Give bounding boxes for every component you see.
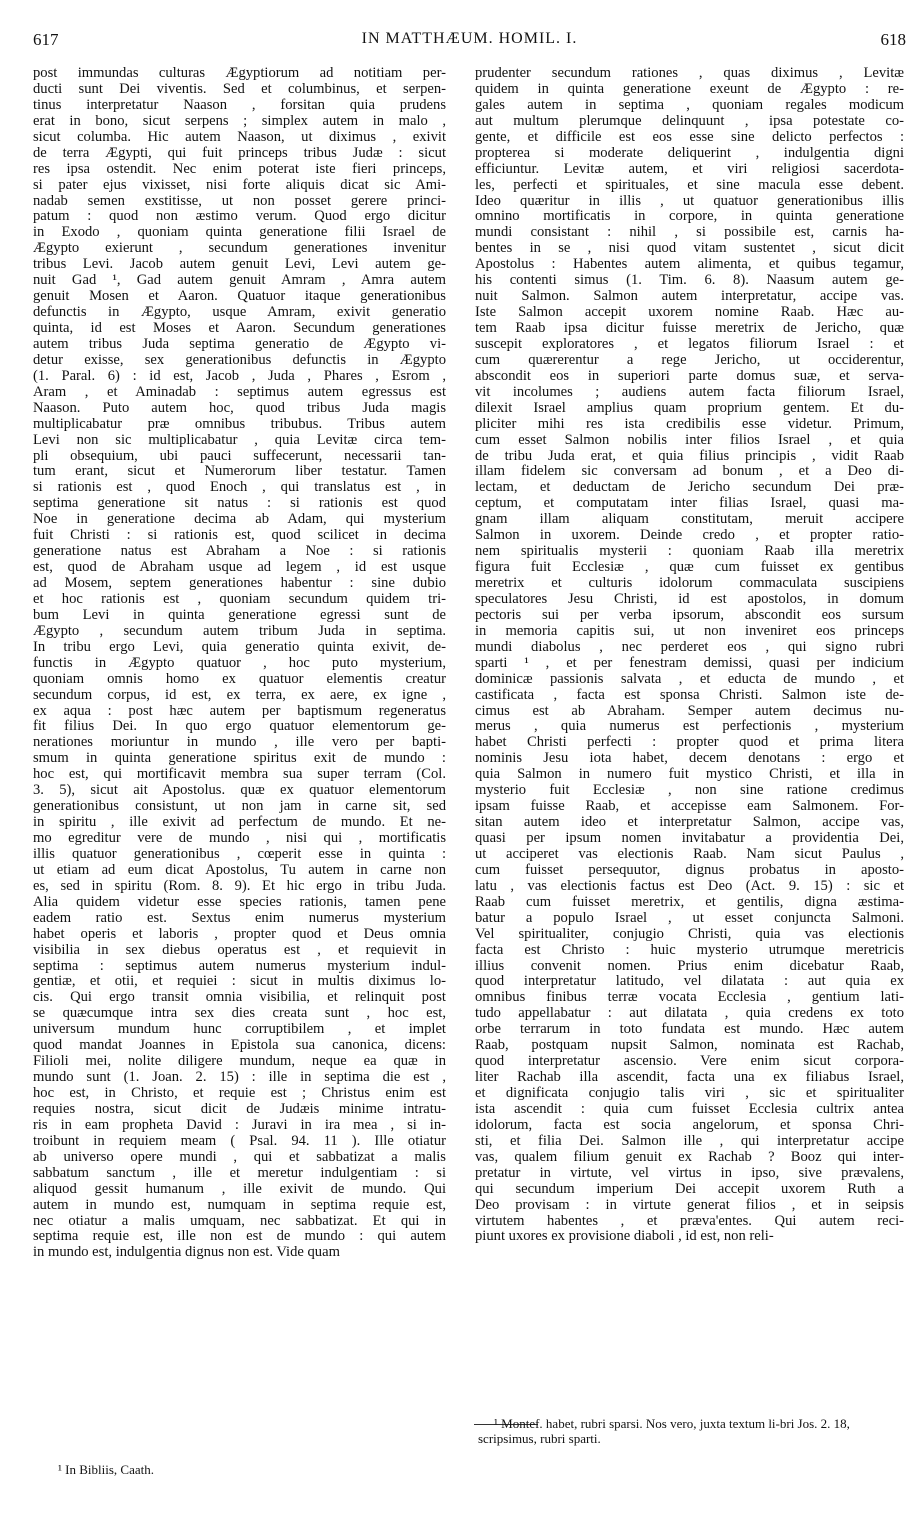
text-line: visibilia in sex diebus operatus est , et requievit in xyxy=(33,942,446,958)
text-line: sti, et filia Dei. Salmon ille , qui interpretatur accipe xyxy=(475,1133,904,1149)
footnote-left: ¹ In Bibliis, Caath. xyxy=(58,1462,154,1477)
text-line: Ægypto exierunt , secundum generationes invenitur xyxy=(33,241,446,257)
text-line: eadem ratio est. Sextus enim numerus mysterium xyxy=(33,910,446,926)
running-title: IN MATTHÆUM. HOMIL. I. xyxy=(361,30,578,47)
left-column-text xyxy=(33,66,446,1261)
text-line: nuit Gad ¹, Gad autem genuit Amram , Amra autem xyxy=(33,273,446,289)
text-line: batur a populo Israel , ut esset conjuncta Salmoni. xyxy=(475,910,904,926)
text-line: qui secundum imperium Dei accepit uxorem Ruth a xyxy=(475,1181,904,1197)
text-line: erat in bono, sicut serpens ; simplex autem in malo , xyxy=(33,113,446,129)
text-line: tribus Levi. Jacob autem genuit Levi, Levi autem ge- xyxy=(33,257,446,273)
text-line: universum mundum hunc corruptibilem , et implet xyxy=(33,1022,446,1038)
text-line: cum quærerentur a rege Jericho, ut occiderentur, xyxy=(475,352,904,368)
text-line: nem spiritualis mysterii : quoniam Raab illa meretrix xyxy=(475,544,904,560)
text-line: facta est Christo : huic mysterio utrumque meretricis xyxy=(475,942,904,958)
text-line: mundo sunt (1. Joan. 2. 15) : ille in septima die est , xyxy=(33,1070,446,1086)
text-line: hoc est, qui mortificavit membra sua super terram (Col. xyxy=(33,767,446,783)
text-line: Vel spiritualiter, conjugio Christi, quia vas electionis xyxy=(475,926,904,942)
text-line: aliquod gessit humanum , ille exivit de mundo. Qui xyxy=(33,1181,446,1197)
text-line: requies nostra, sicut dicit de Judæis minime intratu- xyxy=(33,1101,446,1117)
text-line: nuit Salmon. Salmon autem interpretatur, accipe vas. xyxy=(475,289,904,305)
text-line: figura fuit Ecclesiæ , quæ cum fuisset ex gentibus xyxy=(475,560,904,576)
text-line: bentes in se , nisi quod vitam sustentet , sicut dicit xyxy=(475,241,904,257)
text-line: Aram , et Aminadab : septimus autem egressus est xyxy=(33,384,446,400)
text-line: omnino mortificatis in corpore, in quinta generatione xyxy=(475,209,904,225)
text-line: ducti sunt Dei viventis. Sed et columbinus, et serpen- xyxy=(33,81,446,97)
text-line: in mundo est, indulgentia dignus non est. Vide quam xyxy=(33,1245,340,1261)
text-line: septima requie est, ille non est de mundo : qui autem xyxy=(33,1229,446,1245)
text-line: speculatores Jesu Christi, id est apostolos, in domum xyxy=(475,591,904,607)
text-line: vas, qualem filium genuit ex Rachab ? Booz qui inter- xyxy=(475,1149,904,1165)
text-line: propterea si moderate deliquerint , indulgentia digni xyxy=(475,145,904,161)
text-line: detur exisse, sex generationibus defunctis in Ægypto xyxy=(33,352,446,368)
text-line: generatione natus est Abraham a Noe : si rationis xyxy=(33,544,446,560)
text-line: Raab, postquam nupsit Salmon, nominata est Rachab, xyxy=(475,1038,904,1054)
text-line: pliciter mihi res ista credibilis esse videtur. Primum, xyxy=(475,416,904,432)
text-line: illis quatuor generationibus , cœperit esse in quinta : xyxy=(33,846,446,862)
text-line: gales autem in septima , quoniam regales modicum xyxy=(475,97,904,113)
text-line: sabbatum sanctum , ille et meretur indulgentiam : si xyxy=(33,1165,446,1181)
text-line: In tribu ergo Levi, quia generatio quinta exivit, de- xyxy=(33,639,446,655)
text-line: Iste Salmon accepit uxorem nomine Raab. Hæc au- xyxy=(475,305,904,321)
text-line: bum Levi in quinta generatione egressi sunt de xyxy=(33,607,446,623)
text-line: si pater ejus vixisset, nisi forte aliquis dicat sic Ami- xyxy=(33,177,446,193)
text-line: es, sed in spiritu (Rom. 8. 9). Et hic ergo in tribu Juda. xyxy=(33,878,446,894)
text-line: liter Rachab illa ascendit, facta una ex filiabus Israel, xyxy=(475,1070,904,1086)
text-line: Filioli mei, nolite diligere mundum, neque ea quæ in xyxy=(33,1054,446,1070)
text-line: res ipsa ostendit. Nec enim poterat iste fieri princeps, xyxy=(33,161,446,177)
text-line: pretatur in virtute, vel virtus in ipso, sive prævalens, xyxy=(475,1165,904,1181)
page-number-right: 618 xyxy=(880,30,906,49)
text-line: latu , vas electionis factus est Deo (Act. 9. 15) : sic et xyxy=(475,878,904,894)
text-line: nadab semen exstitisse, ut non posset gerere princi- xyxy=(33,193,446,209)
text-line: autem in mundo est, numquam in septima requie est, xyxy=(33,1197,446,1213)
text-line: (1. Paral. 6) : id est, Jacob , Juda , Phares , Esrom , xyxy=(33,368,446,384)
text-line: gnam illam aliquam constitutam, meruit accipere xyxy=(475,512,904,528)
text-line: Apostolus : Habentes autem alimenta, et quibus tegamur, xyxy=(475,257,904,273)
text-line: Levi non sic multiplicabatur , quia Levitæ circa tem- xyxy=(33,432,446,448)
text-line: defunctis in Ægypto, usque Amram, exivit generatio xyxy=(33,305,446,321)
text-line: in Exodo , quoniam quinta generatione filii Israel de xyxy=(33,225,446,241)
page-header xyxy=(33,30,906,58)
text-line: pli obsequium, ubi pauci suffecerunt, necessarii tan- xyxy=(33,448,446,464)
text-line: gentiæ, et otii, et requiei : sicut in multis diximus lo- xyxy=(33,974,446,990)
text-line: mundi consistant : nihil , si possibile est, carnis ha- xyxy=(475,225,904,241)
footnote-right: ¹ Montef. habet, rubri sparsi. Nos vero, juxta textum li-bri Jos. 2. 18, scripsimus, rubri sparti. xyxy=(478,1416,850,1446)
text-line: Salmon in uxorem. Deinde credo , et propter ratio- xyxy=(475,528,904,544)
text-line: les, perfecti et spirituales, et sine macula esse debent. xyxy=(475,177,904,193)
text-line: se quæcumque intra sex dies creata sunt , hoc est, xyxy=(33,1006,446,1022)
text-line: Deo provisam : in virtute generat filios , et in seipsis xyxy=(475,1197,904,1213)
text-line: Raab cum fuisset meretrix, et gentilis, digna æstima- xyxy=(475,894,904,910)
text-line: mundi diabolus , nec perderet eos , qui signo rubri xyxy=(475,639,904,655)
text-line: illam fidelem sic conversam ad bonum , et a Deo di- xyxy=(475,464,904,480)
text-line: ad Mosem, septem generationes habentur : sine dubio xyxy=(33,576,446,591)
text-line: tem Raab ipsa dicitur fuisse meretrix de Jericho, quæ xyxy=(475,321,904,336)
text-line: idolorum, facta est socia angelorum, et sponsa Chri- xyxy=(475,1117,904,1133)
text-line: suscepit exploratores , et legatos filiorum Israel : et xyxy=(475,336,904,352)
text-line: functis in Ægypto quatuor , hoc puto mysterium, xyxy=(33,655,446,671)
text-line: dominicæ passionis salvata , et educta de mundo , et xyxy=(475,671,904,687)
text-line: quinta, id est Moses et Aaron. Secundum generationes xyxy=(33,321,446,336)
text-line: ut acciperet vas electionis Raab. Nam sicut Paulus , xyxy=(475,846,904,862)
text-line: Naason. Puto autem hoc, quod tribus Juda magis xyxy=(33,400,446,416)
text-line: tudo appellabatur : aut dilatata , quia credens ex toto xyxy=(475,1006,904,1022)
text-line: smum in quinta generatione spiritus exit de mundo : xyxy=(33,751,446,767)
text-line: dilexit Israel amplius quam proprium gentem. Et du- xyxy=(475,400,904,416)
text-line: quod interpretatur latitudo, vel dilatata : aut quia ex xyxy=(475,974,904,990)
text-line: 3. 5), sicut ait Apostolus. quæ ex quatuor elementorum xyxy=(33,783,446,799)
text-line: vit incolumes ; audiens autem facta filiorum Israel, xyxy=(475,384,904,400)
text-line: Noe in generatione decima ab Adam, qui mysterium xyxy=(33,512,446,528)
text-line: illius convenit nomen. Prius enim dicebatur Raab, xyxy=(475,958,904,974)
text-line: septima : septimus autem numerus mysterium indul- xyxy=(33,958,446,974)
text-line: multiplicabatur præ omnibus tribubus. Tribus autem xyxy=(33,416,446,432)
text-line: et hoc rationis est , quoniam secundum quidem tri- xyxy=(33,591,446,607)
text-line: ex aqua : post hæc autem per baptismum regeneratus xyxy=(33,703,446,719)
text-line: ista ascendit : quia cum fuisset Ecclesia cultrix antea xyxy=(475,1101,904,1117)
text-line: habet Christi perfecti : propter quod et prima litera xyxy=(475,735,904,751)
text-line: gente, et difficile est eos esse sine delicto perfectos : xyxy=(475,129,904,145)
text-line: quoniam omnis homo ex quatuor elementis creatur xyxy=(33,671,446,687)
text-line: Alia quidem videtur esse species rationis, tamen pene xyxy=(33,894,446,910)
text-line: in memoria capitis sui, ut non inveniret eos princeps xyxy=(475,623,904,639)
text-line: et dignificata conjugio talis viri , sic et spiritualiter xyxy=(475,1086,904,1101)
text-line: aut multum plerumque delinquunt , ipsa potestate co- xyxy=(475,113,904,129)
text-line: pectoris sui per verba ipsorum, abscondit eos sursum xyxy=(475,607,904,623)
text-line: secundum corpus, id est, ex terra, ex aere, ex igne , xyxy=(33,687,446,703)
text-line: habet operis et laboris , propter quod et Deus omnia xyxy=(33,926,446,942)
text-line: cis. Qui ergo transit omnia visibilia, et relinquit post xyxy=(33,990,446,1006)
text-line: omnibus finibus terræ vocata Ecclesia , gentium lati- xyxy=(475,990,904,1006)
text-line: Ægypto , secundum autem tribum Juda in septima. xyxy=(33,623,446,639)
text-line: quidem in quinta generatione exeunt de Ægypto : re- xyxy=(475,81,904,97)
text-line: sicut columba. Hic autem Naason, ut diximus , exivit xyxy=(33,129,446,145)
text-line: nerationes moriuntur in mundo , ille vero per bapti- xyxy=(33,735,446,751)
text-line: tinus interpretatur Naason , forsitan quia prudens xyxy=(33,97,446,113)
text-line: quasi per ipsum nomen invitabatur a providentia Dei, xyxy=(475,831,904,846)
text-line: nominis Jesu iota habet, decem denotans : ergo et xyxy=(475,751,904,767)
text-line: prudenter secundum rationes , quas diximus , Levitæ xyxy=(475,66,904,81)
text-line: si rationis est , quod Enoch , qui translatus est , in xyxy=(33,480,446,496)
text-line: ceptum, et computatam inter filias Israel, quasi ma- xyxy=(475,496,904,512)
text-line: sitan autem ideo et interpretatur Salmon, accipe vas, xyxy=(475,815,904,831)
text-line: castificata , facta est sponsa Christi. Salmon iste de- xyxy=(475,687,904,703)
text-line: est, quod de Abraham usque ad legem , id est usque xyxy=(33,560,446,576)
text-line: patum : quod non æstimo verum. Quod ergo dicitur xyxy=(33,209,446,225)
text-line: meretrix et culturis idolorum commaculata suscipiens xyxy=(475,576,904,591)
text-line: post immundas culturas Ægyptiorum ad notitiam per- xyxy=(33,66,446,81)
text-line: mo egreditur vere de mundo , nisi qui , mortificatis xyxy=(33,831,446,846)
text-line: ipsam fuisse Raab, et accepisse eam Salmonem. For- xyxy=(475,799,904,815)
text-line: cum esset Salmon nobilis inter filios Israel , et quia xyxy=(475,432,904,448)
text-line: merus , quia numerus est perfectionis , mysterium xyxy=(475,719,904,735)
text-line: cum fuisset persequutor, dignus probatus in aposto- xyxy=(475,862,904,878)
text-line: ut etiam ad eum dicat Apostolus, Tu autem in carne non xyxy=(33,862,446,878)
text-line: ris in eam propheta David : Juravi in ira mea , si in- xyxy=(33,1117,446,1133)
text-line: orbe terrarum in toto fundata est mundo. Hæc autem xyxy=(475,1022,904,1038)
text-line: in spiritu , ille exivit ad perfectum de mundo. Et ne- xyxy=(33,815,446,831)
text-line: ab universo opere mundi , qui et sabbatizat a malis xyxy=(33,1149,446,1165)
page-number-left: 617 xyxy=(33,30,59,49)
text-line: de terra Ægypti, qui fuit princeps tribus Judæ : sicut xyxy=(33,145,446,161)
text-line: Ideo quæritur in illis , ut quatuor generationibus illis xyxy=(475,193,904,209)
text-line: hoc est, in Christo, et requie est ; Christus enim est xyxy=(33,1086,446,1101)
text-line: abscondit eos in superiori parte domus suæ, et serva- xyxy=(475,368,904,384)
right-column-text xyxy=(475,66,904,1245)
text-line: de tribu Juda erat, et quia filius principis , vidit Raab xyxy=(475,448,904,464)
text-line: autem tribus Juda septima generatio de Ægypto vi- xyxy=(33,336,446,352)
text-line: generationibus consistunt, ut non jam in carne sit, sed xyxy=(33,799,446,815)
text-line: quod interpretatur ascensio. Vere enim sicut corpora- xyxy=(475,1054,904,1070)
text-line: troibunt in requiem meam ( Psal. 94. 11 ). Ille otiatur xyxy=(33,1133,446,1149)
text-line: nec otiatur a malis umquam, nec sabbatizat. Et qui in xyxy=(33,1213,446,1229)
text-line: virtutem habentes , et præva'entes. Qui autem reci- xyxy=(475,1213,904,1229)
text-line: efficiuntur. Levitæ autem, et viri religiosi sacerdota- xyxy=(475,161,904,177)
text-line: quod mandat Joannes in Epistola sua canonica, dicens: xyxy=(33,1038,446,1054)
text-line: piunt uxores ex provisione diaboli , id est, non reli- xyxy=(475,1229,774,1245)
text-line: his contenti simus (1. Tim. 6. 8). Naasum autem ge- xyxy=(475,273,904,289)
text-line: septima generatione sit natus : si rationis est quod xyxy=(33,496,446,512)
text-line: fit filius Dei. In quo ergo quatuor elementorum ge- xyxy=(33,719,446,735)
text-line: genuit Mosen et Aaron. Quatuor itaque generationibus xyxy=(33,289,446,305)
text-line: mysterio fuit Ecclesiæ , non sine ratione credimus xyxy=(475,783,904,799)
text-line: lectam, et deductam de Jericho secundum Dei præ- xyxy=(475,480,904,496)
text-line: tum erant, sicut et Numerorum liber testatur. Tamen xyxy=(33,464,446,480)
text-line: sparti ¹ , et per fenestram demissi, quasi per indicium xyxy=(475,655,904,671)
text-line: fuit Christi : si rationis est, quod scilicet in decima xyxy=(33,528,446,544)
text-line: quia Salmon in numero fuit mystico Christi, et illa in xyxy=(475,767,904,783)
text-line: cimus est ab Abraham. Semper autem decimus nu- xyxy=(475,703,904,719)
